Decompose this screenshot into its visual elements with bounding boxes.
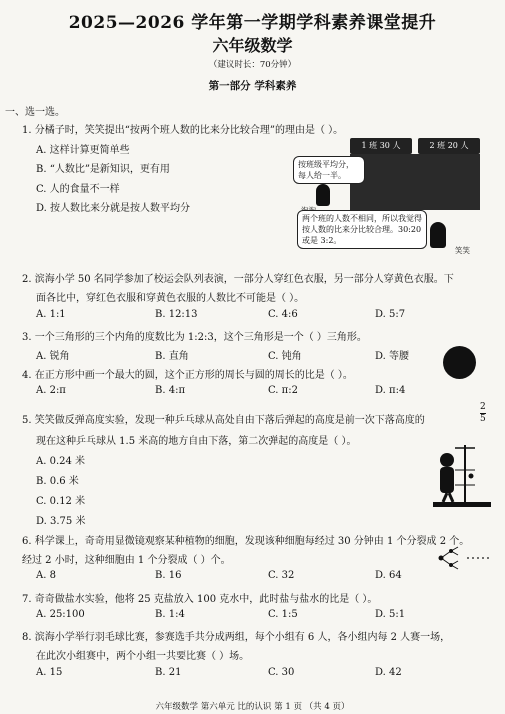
circle-in-square-icon [443, 346, 476, 379]
section-heading: 一、选一选。 [5, 107, 65, 118]
q5-option-c[interactable]: C. 0.12 米 [36, 496, 86, 507]
q7-option-b[interactable]: B. 1:4 [155, 609, 185, 620]
part-heading: 第一部分 学科素养 [208, 80, 297, 92]
xiaoxiao-name: 笑笑 [455, 246, 470, 255]
cell-division-diagram [436, 545, 496, 571]
q2-stem-line2: 面各比中，穿红色衣服和穿黄色衣服的人数比不可能是（ ）。 [36, 293, 305, 304]
fraction-denominator: 5 [480, 414, 486, 424]
q1-option-d[interactable]: D. 按人数比来分就是按人数平均分 [36, 203, 191, 214]
q6-option-a[interactable]: A. 8 [36, 570, 56, 581]
q7-option-a[interactable]: A. 25:100 [36, 609, 85, 620]
taotao-figure [316, 184, 330, 206]
q7-stem: 7. 奇奇做盐水实验，他将 25 克盐放入 100 克水中，此时盐与盐水的比是（ ）。 [22, 594, 378, 605]
q8-stem-line2: 在此次小组赛中，两个小组一共要比赛（ ）场。 [36, 651, 250, 662]
q4-option-c[interactable]: C. π:2 [268, 385, 298, 396]
class2-sign: 2 班 20 人 [418, 138, 480, 154]
q3-option-c[interactable]: C. 钝角 [268, 351, 302, 362]
q2-option-d[interactable]: D. 5:7 [375, 309, 406, 320]
bounce-experiment-figure [425, 440, 495, 510]
q1-stem: 1. 分橘子时，笑笑提出“按两个班人数的比来分比较合理”的理由是（ ）。 [22, 125, 344, 136]
speech-bubble-xiaoxiao: 两个班的人数不相同，所以我觉得按人数的比来分比较合理。30:20 或是 3:2。 [297, 210, 427, 249]
q6-stem-line2: 经过 2 小时，这种细胞由 1 个分裂成（ ）个。 [22, 555, 231, 566]
q5-option-b[interactable]: B. 0.6 米 [36, 476, 79, 487]
q4-option-d[interactable]: D. π:4 [375, 385, 406, 396]
q4-stem: 4. 在正方形中画一个最大的圆，这个正方形的周长与圆的周长的比是（ ）。 [22, 370, 353, 381]
fraction-numerator: 2 [480, 402, 486, 412]
q3-option-d[interactable]: D. 等腰 [375, 351, 410, 362]
classroom-image [350, 154, 480, 210]
q8-option-a[interactable]: A. 15 [36, 667, 63, 678]
q2-stem-line1: 2. 滨海小学 50 名同学参加了校运会队列表演，一部分人穿红色衣服，另一部分人穿黄色衣服。下 [22, 274, 454, 285]
q6-option-d[interactable]: D. 64 [375, 570, 402, 581]
q4-option-b[interactable]: B. 4:π [155, 385, 186, 396]
q7-option-d[interactable]: D. 5:1 [375, 609, 406, 620]
xiaoxiao-figure [430, 222, 446, 248]
q1-option-b[interactable]: B. “人数比”是新知识，更有用 [36, 164, 170, 175]
q5-option-a[interactable]: A. 0.24 米 [36, 456, 86, 467]
q1-option-a[interactable]: A. 这样计算更简单些 [36, 145, 130, 156]
q8-option-b[interactable]: B. 21 [155, 667, 182, 678]
q8-option-d[interactable]: D. 42 [375, 667, 402, 678]
q3-stem: 3. 一个三角形的三个内角的度数比为 1:2:3，这个三角形是一个（ ）三角形。 [22, 332, 367, 343]
q8-option-c[interactable]: C. 30 [268, 667, 295, 678]
speech-bubble-taotao: 按班级平均分，每人给一半。 [293, 156, 365, 184]
q4-option-a[interactable]: A. 2:π [36, 385, 66, 396]
exam-subtitle: 六年级数学 [212, 36, 293, 55]
q2-option-a[interactable]: A. 1:1 [36, 309, 66, 320]
exam-title: 2025—2026 学年第一学期学科素养课堂提升 [68, 13, 437, 33]
q1-option-c[interactable]: C. 人的食量不一样 [36, 184, 120, 195]
q7-option-c[interactable]: C. 1:5 [268, 609, 298, 620]
q5-fraction [480, 402, 486, 425]
q6-stem-line1: 6. 科学课上，奇奇用显微镜观察某种植物的细胞，发现该种细胞每经过 30 分钟由 1 个分裂成 2 个。 [22, 536, 470, 547]
q6-option-c[interactable]: C. 32 [268, 570, 295, 581]
q5-stem-line1: 5. 笑笑做反弹高度实验，发现一种乒乓球从高处自由下落后弹起的高度是前一次下落高度的 [22, 415, 425, 426]
q5-option-d[interactable]: D. 3.75 米 [36, 516, 86, 527]
q5-stem-line2: 现在这种乒乓球从 1.5 米高的地方自由下落，第二次弹起的高度是（ ）。 [36, 436, 357, 447]
q8-stem-line1: 8. 滨海小学举行羽毛球比赛，参赛选手共分成两组，每个小组有 6 人，各小组内每 2 人赛一场， [22, 632, 451, 643]
q6-option-b[interactable]: B. 16 [155, 570, 182, 581]
q3-option-b[interactable]: B. 直角 [155, 351, 189, 362]
q2-option-b[interactable]: B. 12:13 [155, 309, 198, 320]
class1-sign: 1 班 30 人 [350, 138, 412, 154]
time-note: （建议时长：70分钟） [208, 60, 297, 70]
q3-option-a[interactable]: A. 锐角 [36, 351, 70, 362]
q2-option-c[interactable]: C. 4:6 [268, 309, 298, 320]
page-footer: 六年级数学 第六单元 比的认识 第 1 页 （共 4 页） [155, 702, 350, 712]
